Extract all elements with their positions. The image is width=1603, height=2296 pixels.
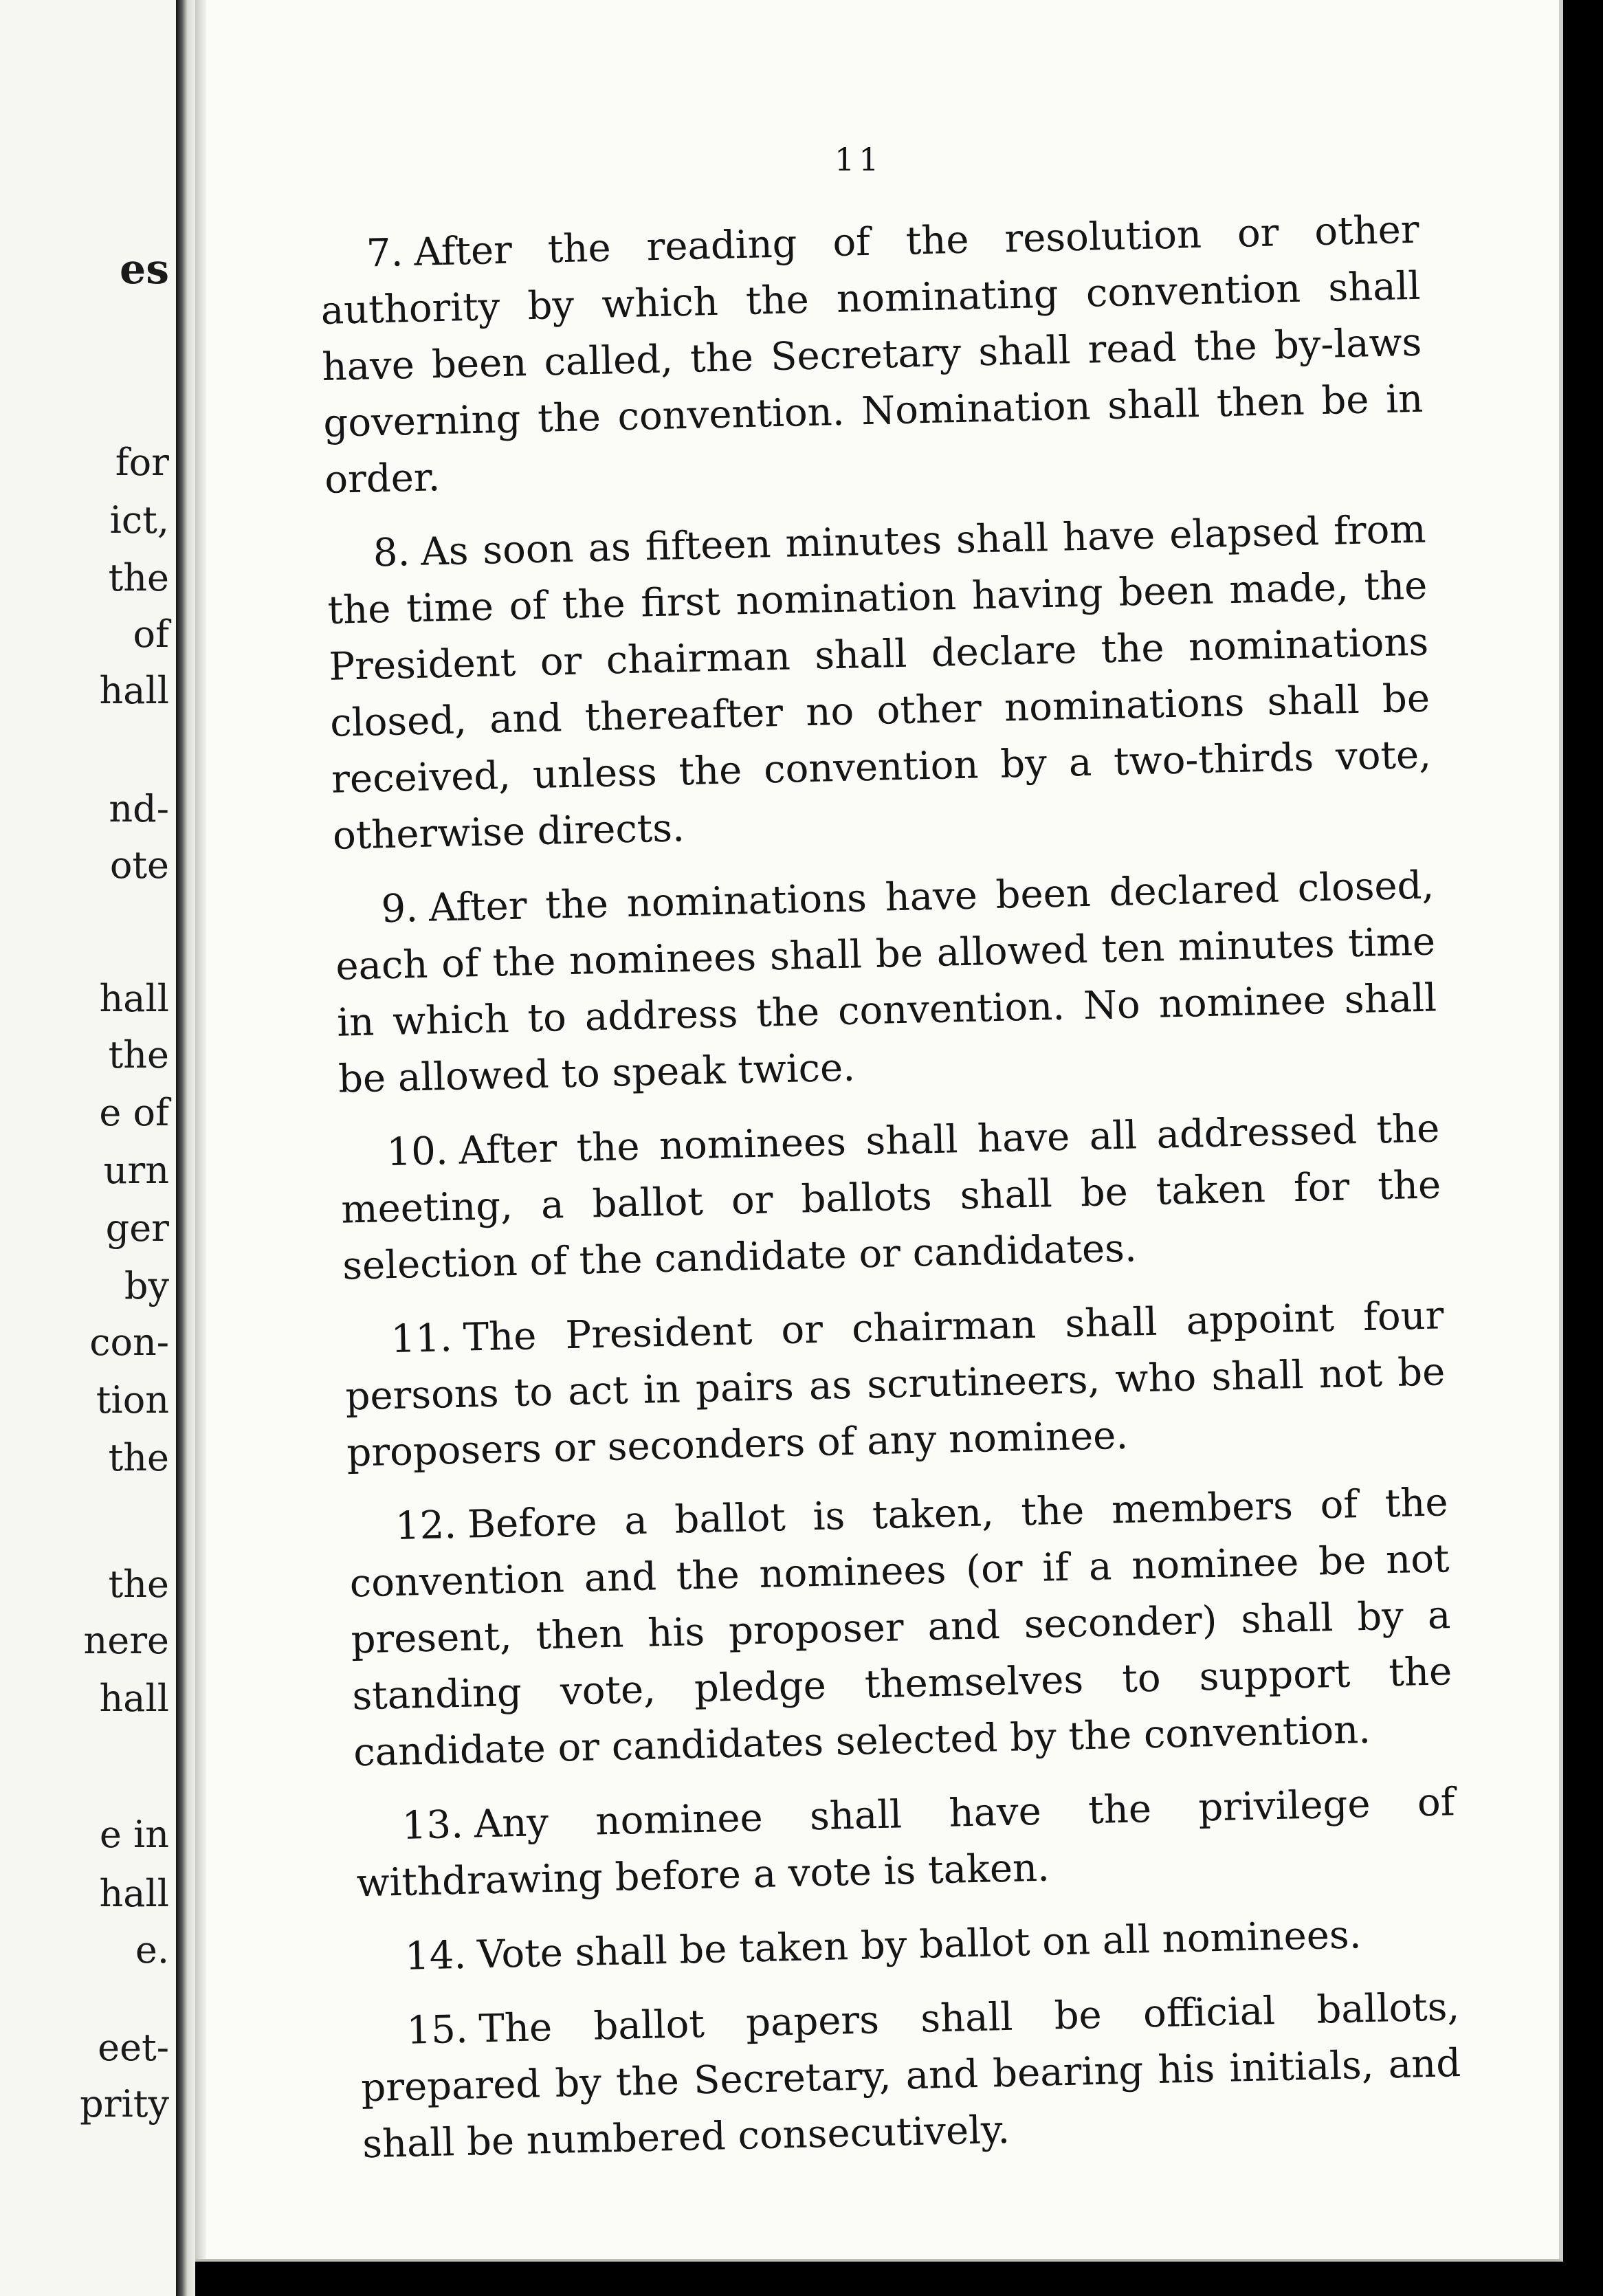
rule-text: As soon as fifteen minutes shall have elapsed from the time of the first nomination having been made, the President or chairman shall declare the nominations closed, and thereafter no other nominations shall be received, unless the convention by a two-thirds vote, otherwise directs. [327,507,1432,859]
page-fold [195,0,206,2259]
left-page-word: the [108,556,169,599]
left-page-word: hall [99,1677,169,1720]
left-page-heading-fragment: es [120,245,169,294]
left-page-word: the [108,1033,169,1077]
rule-paragraph-9 [334,857,1439,1107]
rule-paragraph-12 [348,1475,1454,1781]
left-page-word: nere [83,1619,169,1662]
left-page-word: e of [99,1091,169,1134]
rule-number: 8. [373,530,410,576]
left-page-word: hall [99,669,169,712]
left-page-word: ger [105,1206,169,1250]
rule-paragraph-11 [344,1288,1447,1481]
rules-text-block [319,202,1463,2192]
rule-paragraph-15 [360,1979,1463,2173]
book-gutter [176,0,195,2296]
left-page-fragment [0,0,184,2296]
rule-paragraph-8 [326,502,1433,865]
left-page-word: prity [80,2082,169,2126]
left-page-word: hall [99,977,169,1020]
rule-number: 15. [406,2007,469,2053]
rule-paragraph-7 [319,202,1425,509]
rule-text: After the nominees shall have all addressed the meeting, a ballot or ballots shall be taken for the selection of the candidate or candidates. [340,1106,1441,1289]
rule-text: After the nominations have been declared closed, each of the nominees shall be allowed ten minutes time in which to address the convention. No nominee shall be allowed to speak twice. [335,863,1437,1102]
rule-number: 7. [366,230,404,276]
rule-text: Vote shall be taken by ballot on all nominees. [476,1912,1362,1978]
rule-number: 11. [390,1316,453,1362]
left-page-word: ict, [109,498,169,542]
left-page-word: tion [96,1378,169,1422]
rule-text: After the reading of the resolution or other authority by which the nominating convention shall have been called, the Secretary shall read the by-laws governing the convention. Nomination shall then be in order. [320,207,1424,503]
rule-text: Any nominee shall have the privilege of withdrawing before a vote is taken. [355,1780,1456,1906]
rule-text: The President or chairman shall appoint four persons to act in pairs as scrutineers, who shall not be proposers or seconders of any nominee. [344,1293,1446,1476]
left-page-word: by [124,1264,169,1307]
rule-text: Before a ballot is taken, the members of the convention and the nominees (or if a nominee be not present, then his proposer and seconder) shall by a standing vote, pledge themselves to support the candidate or candidates selected by the convention. [349,1480,1452,1776]
page-number: 11 [834,141,883,178]
rule-number: 9. [380,885,419,932]
rule-number: 13. [401,1802,464,1848]
left-page-word: urn [103,1149,169,1192]
left-page-word: e. [135,1928,169,1972]
left-page-word: of [133,612,169,656]
left-page-word: nd- [109,787,169,830]
left-page-word: the [108,1563,169,1606]
rule-paragraph-14 [357,1905,1458,1986]
left-page-word: eet- [98,2026,169,2069]
rule-number: 12. [395,1502,457,1549]
left-page-word: con- [89,1321,169,1364]
left-page-word: hall [99,1872,169,1915]
rule-number: 10. [386,1129,449,1175]
left-page-word: the [108,1436,169,1479]
rule-paragraph-10 [340,1101,1443,1294]
left-page-word: e in [99,1813,169,1856]
rule-text: The ballot papers shall be official ballots, prepared by the Secretary, and bearing his initials, and shall be numbered consecutively. [360,1985,1461,2167]
left-page-word: ote [109,843,169,887]
rule-number: 14. [404,1932,467,1979]
left-page-word: for [115,441,169,484]
right-page [195,0,1563,2262]
rule-paragraph-13 [355,1774,1457,1912]
